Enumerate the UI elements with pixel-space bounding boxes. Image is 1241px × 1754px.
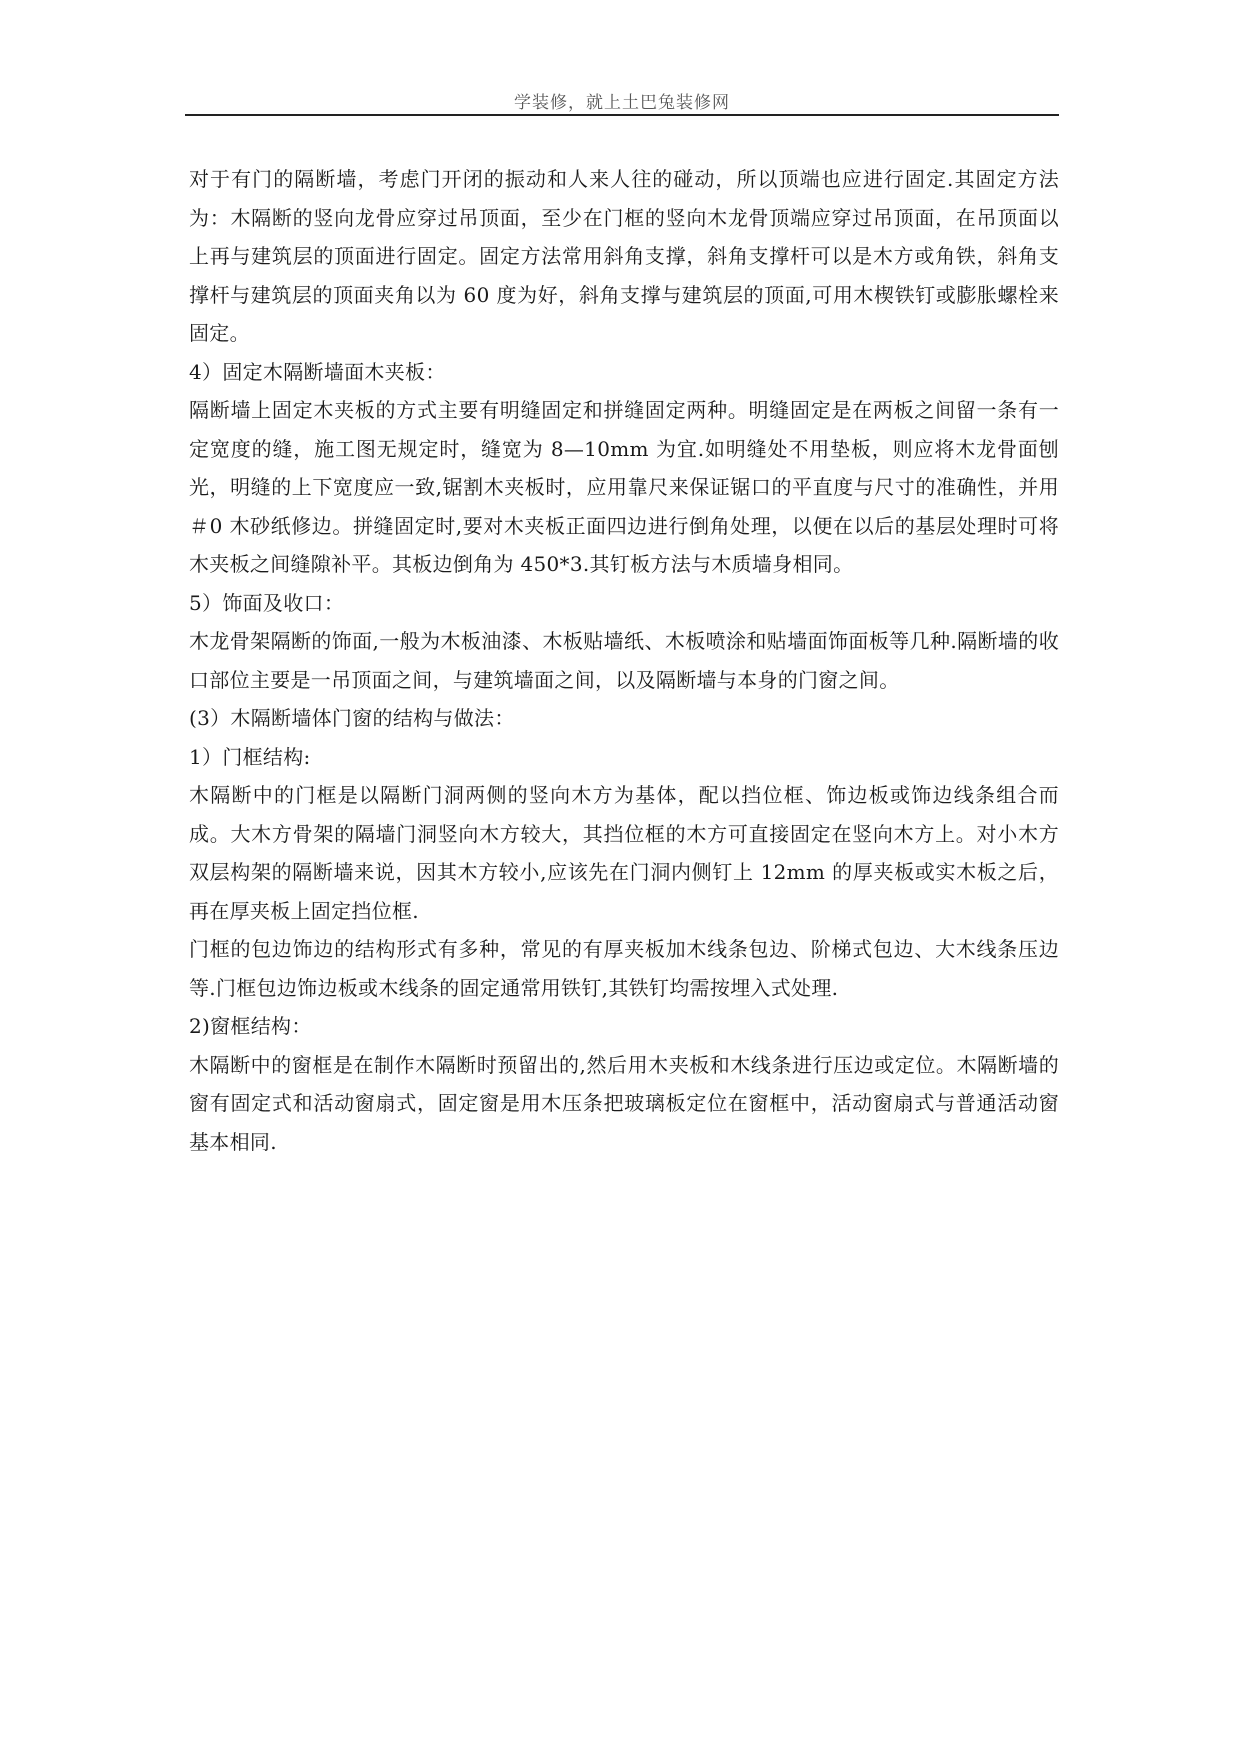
header-divider <box>185 114 1059 116</box>
document-body <box>189 160 1059 1161</box>
section-heading-window-frame: 2)窗框结构： <box>189 1014 312 1038</box>
section-heading-door-frame: 1）门框结构: <box>189 744 311 769</box>
section-heading-finish-trim: 5）饰面及收口： <box>189 590 345 615</box>
section-heading-plywood-fixing: 4）固定木隔断墙面木夹板： <box>189 359 446 384</box>
page-header: 学装修，就上土巴兔装修网 <box>514 93 730 113</box>
paragraph-door-frame: 木隔断中的门框是以隔断门洞两侧的竖向木方为基体，配以挡位框、饰边板或饰边线条组合而成。大木方骨架的隔墙门洞竖向木方较大，其挡位框的木方可直接固定在竖向木方上。对小木方双层构架的隔断墙来说，因其木方较小,应该先在门洞内侧钉上 12mm 的厚夹板或实木板之后，再在厚夹板上固定挡位框. <box>189 783 1059 923</box>
paragraph-door-frame-edging: 门框的包边饰边的结构形式有多种，常见的有厚夹板加木线条包边、阶梯式包边、大木线条压边等.门框包边饰边板或木线条的固定通常用铁钉,其铁钉均需按埋入式处理. <box>189 937 1059 1000</box>
section-heading-door-window: (3）木隔断墙体门窗的结构与做法： <box>189 706 515 730</box>
paragraph-plywood-joints: 隔断墙上固定木夹板的方式主要有明缝固定和拼缝固定两种。明缝固定是在两板之间留一条有一定宽度的缝，施工图无规定时，缝宽为 8—10mm 为宜.如明缝处不用垫板，则应将木龙骨面刨光，明缝的上下宽度应一致,锯割木夹板时，应用靠尺来保证锯口的平直度与尺寸的准确性，并用＃0 木砂纸修边。拼缝固定时,要对木夹板正面四边进行倒角处理，以便在以后的基层处理时可将木夹板之间缝隙补平。其板边倒角为 450*3.其钉板方法与木质墙身相同。 <box>189 398 1059 576</box>
paragraph-window-frame: 木隔断中的窗框是在制作木隔断时预留出的,然后用木夹板和木线条进行压边或定位。木隔断墙的窗有固定式和活动窗扇式，固定窗是用木压条把玻璃板定位在窗框中，活动窗扇式与普通活动窗基本相同. <box>189 1052 1059 1154</box>
paragraph-door-top-fixing: 对于有门的隔断墙，考虑门开闭的振动和人来人往的碰动，所以顶端也应进行固定.其固定方法为：木隔断的竖向龙骨应穿过吊顶面，至少在门框的竖向木龙骨顶端应穿过吊顶面，在吊顶面以上再与建筑层的顶面进行固定。固定方法常用斜角支撑，斜角支撑杆可以是木方或角铁，斜角支撑杆与建筑层的顶面夹角以为 60 度为好，斜角支撑与建筑层的顶面,可用木楔铁钉或膨胀螺栓来固定。 <box>189 167 1059 345</box>
paragraph-finish-trim: 木龙骨架隔断的饰面,一般为木板油漆、木板贴墙纸、木板喷涂和贴墙面饰面板等几种.隔断墙的收口部位主要是一吊顶面之间，与建筑墙面之间，以及隔断墙与本身的门窗之间。 <box>189 629 1059 692</box>
